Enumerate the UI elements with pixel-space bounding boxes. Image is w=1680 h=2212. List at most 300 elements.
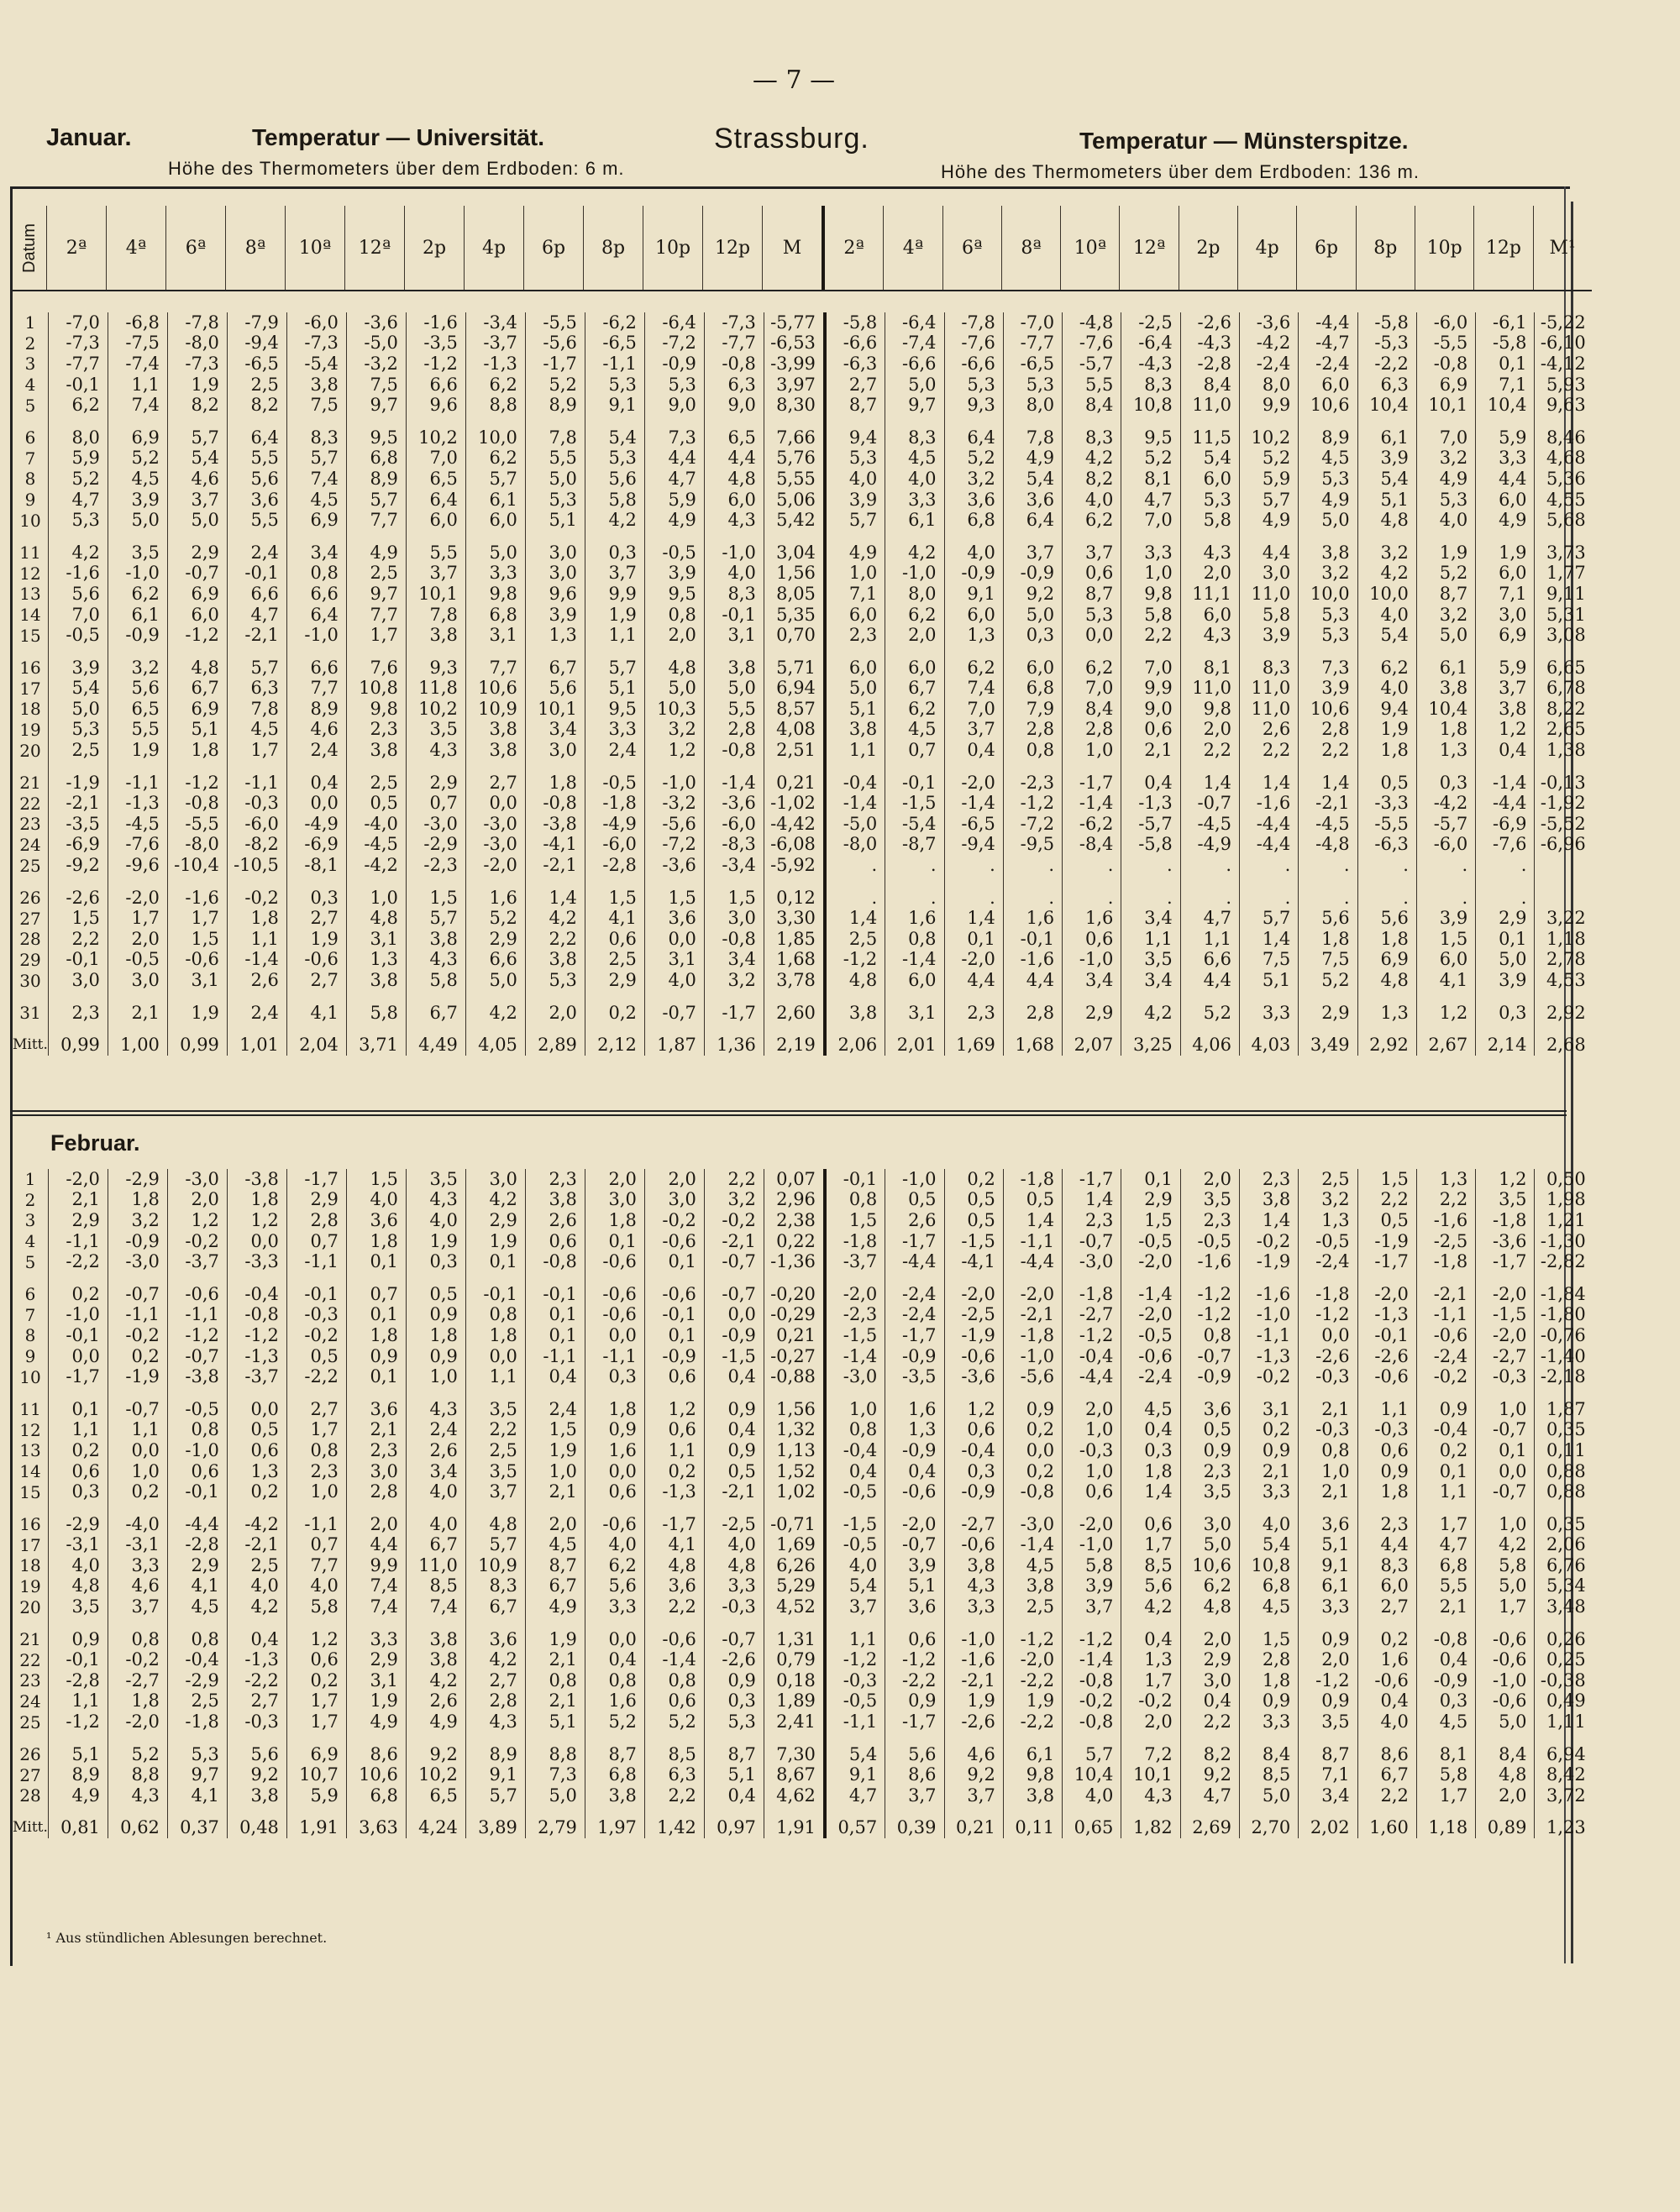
value-cell: 10,6 bbox=[465, 679, 525, 700]
date-cell: 1 bbox=[24, 312, 36, 333]
value-cell: 7,4 bbox=[346, 1596, 406, 1617]
value-cell: 9,0 bbox=[1121, 699, 1180, 720]
date-cell: Mitt. bbox=[13, 1819, 48, 1837]
value-cell: 3,25 bbox=[1121, 1023, 1180, 1056]
value-cell: 3,6 bbox=[465, 1617, 525, 1650]
value-cell: 3,8 bbox=[1299, 531, 1357, 563]
value-cell: 6,2 bbox=[944, 646, 1003, 679]
value-cell: 3,3 bbox=[944, 1596, 1003, 1617]
value-cell: 2,1 bbox=[1299, 1387, 1357, 1420]
date-cell: 31 bbox=[19, 1003, 41, 1024]
value-cell: -8,0 bbox=[167, 835, 227, 856]
value-cell: 4,4 bbox=[644, 448, 704, 469]
value-cell: 4,2 bbox=[1121, 991, 1180, 1024]
value-cell: -9,4 bbox=[227, 333, 286, 354]
value-cell: 1,3 bbox=[1299, 1210, 1357, 1231]
value-cell: 1,9 bbox=[406, 1231, 465, 1252]
value-cell: -0,6 bbox=[944, 1535, 1003, 1556]
value-cell: 8,7 bbox=[704, 1732, 764, 1765]
value-cell: 7,66 bbox=[764, 416, 825, 448]
value-cell: -6,5 bbox=[1003, 354, 1062, 375]
value-cell: 5,3 bbox=[644, 375, 704, 396]
mean-row bbox=[13, 1023, 1593, 1056]
value-cell: 2,5 bbox=[825, 929, 885, 950]
value-cell: 5,2 bbox=[48, 469, 108, 490]
value-cell: 1,2 bbox=[944, 1387, 1003, 1420]
value-cell: -2,5 bbox=[1416, 1231, 1475, 1252]
value-cell: -1,9 bbox=[108, 1366, 167, 1387]
value-cell: 2,0 bbox=[585, 1169, 644, 1190]
value-cell: 5,3 bbox=[48, 720, 108, 741]
value-cell: 0,0 bbox=[1063, 625, 1121, 646]
value-cell: 0,8 bbox=[108, 1617, 167, 1650]
value-cell: 5,8 bbox=[286, 1596, 346, 1617]
date-cell: 6 bbox=[24, 427, 36, 448]
date-cell: 11 bbox=[19, 1399, 41, 1420]
value-cell: -1,7 bbox=[1357, 1251, 1416, 1272]
value-cell: 8,05 bbox=[764, 584, 825, 605]
value-cell: -1,8 bbox=[167, 1711, 227, 1732]
section-divider-2 bbox=[13, 1114, 1567, 1116]
value-cell: -1,7 bbox=[1063, 1169, 1121, 1190]
value-cell: 2,8 bbox=[465, 1691, 525, 1712]
value-cell: -2,2 bbox=[885, 1670, 944, 1691]
value-cell: -0,2 bbox=[227, 876, 286, 909]
value-cell: -3,6 bbox=[1240, 312, 1299, 333]
value-cell: 8,46 bbox=[1535, 416, 1593, 448]
value-cell: 3,71 bbox=[346, 1023, 406, 1056]
value-cell: 0,4 bbox=[1121, 761, 1180, 794]
column-header-right-6: 2p bbox=[1179, 206, 1237, 290]
value-cell: -3,0 bbox=[167, 1169, 227, 1190]
value-cell: -2,4 bbox=[885, 1305, 944, 1326]
value-cell: 4,2 bbox=[465, 991, 525, 1024]
value-cell: 5,3 bbox=[585, 375, 644, 396]
value-cell: -0,3 bbox=[1357, 1420, 1416, 1441]
value-cell: 3,4 bbox=[704, 950, 764, 971]
value-cell: 1,21 bbox=[1535, 1210, 1593, 1231]
value-cell: 0,89 bbox=[1476, 1806, 1535, 1839]
value-cell: 1,8 bbox=[406, 1325, 465, 1346]
value-cell: 2,96 bbox=[764, 1190, 825, 1211]
value-cell: 1,8 bbox=[585, 1387, 644, 1420]
value-cell: 0,0 bbox=[286, 793, 346, 814]
value-cell: -1,0 bbox=[48, 1305, 108, 1326]
value-cell: -6,8 bbox=[108, 312, 167, 333]
table-row bbox=[13, 1576, 1593, 1597]
value-cell: 5,3 bbox=[1299, 605, 1357, 626]
value-cell: -0,5 bbox=[1121, 1325, 1180, 1346]
value-cell: 5,4 bbox=[585, 416, 644, 448]
value-cell: 5,1 bbox=[585, 679, 644, 700]
value-cell: 2,7 bbox=[286, 1387, 346, 1420]
value-cell: 1,9 bbox=[944, 1691, 1003, 1712]
value-cell: 5,7 bbox=[406, 908, 465, 929]
value-cell: -1,0 bbox=[1063, 950, 1121, 971]
value-cell: 1,1 bbox=[825, 740, 885, 761]
value-cell: 2,9 bbox=[167, 531, 227, 563]
value-cell: -1,8 bbox=[1416, 1251, 1475, 1272]
value-cell: -2,3 bbox=[1003, 761, 1062, 794]
value-cell: 3,8 bbox=[465, 720, 525, 741]
date-cell: 30 bbox=[19, 970, 41, 991]
value-cell: 2,6 bbox=[885, 1210, 944, 1231]
value-cell: 6,76 bbox=[1535, 1555, 1593, 1576]
table-row bbox=[13, 490, 1593, 511]
value-cell: -1,2 bbox=[1063, 1617, 1121, 1650]
value-cell: 4,3 bbox=[1180, 531, 1239, 563]
value-cell: 0,99 bbox=[167, 1023, 227, 1056]
value-cell: -2,2 bbox=[286, 1366, 346, 1387]
value-cell: 4,49 bbox=[406, 1023, 465, 1056]
value-cell: -0,7 bbox=[1180, 1346, 1239, 1367]
value-cell: 7,1 bbox=[825, 584, 885, 605]
value-cell: 3,2 bbox=[944, 469, 1003, 490]
value-cell: 1,9 bbox=[465, 1231, 525, 1252]
value-cell: 6,7 bbox=[525, 646, 585, 679]
table-row bbox=[13, 699, 1593, 720]
value-cell: -0,1 bbox=[704, 605, 764, 626]
value-cell: 1,3 bbox=[525, 625, 585, 646]
date-cell: 5 bbox=[24, 1251, 36, 1272]
value-cell: 3,30 bbox=[764, 908, 825, 929]
value-cell: -7,4 bbox=[108, 354, 167, 375]
value-cell: -3,7 bbox=[465, 333, 525, 354]
value-cell: 0,7 bbox=[286, 1231, 346, 1252]
value-cell: 0,6 bbox=[644, 1691, 704, 1712]
value-cell: 3,0 bbox=[704, 908, 764, 929]
table-row bbox=[13, 720, 1593, 741]
value-cell: 8,2 bbox=[167, 395, 227, 416]
value-cell: 6,8 bbox=[1240, 1576, 1299, 1597]
value-cell: 4,0 bbox=[1357, 1711, 1416, 1732]
value-cell: 4,2 bbox=[885, 531, 944, 563]
value-cell: -6,0 bbox=[227, 814, 286, 835]
value-cell: -1,5 bbox=[825, 1325, 885, 1346]
value-cell: 5,5 bbox=[406, 531, 465, 563]
value-cell: 4,0 bbox=[1357, 605, 1416, 626]
table-row bbox=[13, 1210, 1593, 1231]
value-cell: 7,0 bbox=[1121, 510, 1180, 531]
value-cell: 8,9 bbox=[465, 1732, 525, 1765]
value-cell: 7,8 bbox=[525, 416, 585, 448]
value-cell: -1,0 bbox=[286, 625, 346, 646]
value-cell: 6,5 bbox=[406, 1785, 465, 1806]
value-cell: 4,2 bbox=[406, 1670, 465, 1691]
value-cell: -0,76 bbox=[1535, 1325, 1593, 1346]
value-cell: 9,2 bbox=[227, 1764, 286, 1785]
value-cell: 4,0 bbox=[704, 1535, 764, 1556]
value-cell: 5,5 bbox=[227, 510, 286, 531]
value-cell: -9,2 bbox=[48, 855, 108, 876]
value-cell: 1,6 bbox=[585, 1691, 644, 1712]
value-cell: 2,9 bbox=[406, 761, 465, 794]
table-row bbox=[13, 469, 1593, 490]
value-cell: 9,7 bbox=[346, 584, 406, 605]
date-cell: 26 bbox=[19, 888, 41, 909]
value-cell: 0,9 bbox=[704, 1387, 764, 1420]
value-cell: 1,9 bbox=[1003, 1691, 1062, 1712]
value-cell: 2,8 bbox=[704, 720, 764, 741]
value-cell: 2,5 bbox=[585, 950, 644, 971]
datum-label: Datum bbox=[19, 223, 39, 273]
value-cell: 3,8 bbox=[406, 1617, 465, 1650]
value-cell: 8,1 bbox=[1121, 469, 1180, 490]
value-cell: -0,2 bbox=[108, 1325, 167, 1346]
value-cell: 5,7 bbox=[227, 646, 286, 679]
value-cell: . bbox=[1357, 855, 1416, 876]
value-cell: -4,4 bbox=[1063, 1366, 1121, 1387]
value-cell: -1,2 bbox=[1063, 1325, 1121, 1346]
value-cell: -2,0 bbox=[825, 1272, 885, 1305]
value-cell: 2,04 bbox=[286, 1023, 346, 1056]
value-cell: -0,3 bbox=[1299, 1366, 1357, 1387]
value-cell: 4,8 bbox=[346, 908, 406, 929]
value-cell: 8,42 bbox=[1535, 1764, 1593, 1785]
value-cell: 8,7 bbox=[1416, 584, 1475, 605]
month-heading: Januar. bbox=[46, 124, 132, 151]
value-cell: -1,3 bbox=[227, 1346, 286, 1367]
value-cell: 4,3 bbox=[704, 510, 764, 531]
value-cell: 3,1 bbox=[1240, 1387, 1299, 1420]
value-cell: 4,5 bbox=[525, 1535, 585, 1556]
value-cell: 10,1 bbox=[525, 699, 585, 720]
value-cell: -8,3 bbox=[704, 835, 764, 856]
value-cell: 2,0 bbox=[644, 625, 704, 646]
value-cell: 0,9 bbox=[1299, 1617, 1357, 1650]
value-cell: 5,8 bbox=[346, 991, 406, 1024]
value-cell: -6,53 bbox=[764, 333, 825, 354]
januar-table bbox=[13, 312, 1593, 1056]
value-cell: 3,9 bbox=[1357, 448, 1416, 469]
value-cell: 4,0 bbox=[944, 531, 1003, 563]
value-cell: 0,6 bbox=[644, 1420, 704, 1441]
value-cell: 11,0 bbox=[406, 1555, 465, 1576]
table-row bbox=[13, 1251, 1593, 1272]
value-cell: 8,6 bbox=[885, 1764, 944, 1785]
table-row bbox=[13, 584, 1593, 605]
value-cell: 6,8 bbox=[346, 1785, 406, 1806]
value-cell: 2,9 bbox=[465, 929, 525, 950]
value-cell: 4,62 bbox=[764, 1785, 825, 1806]
date-cell: 11 bbox=[19, 543, 41, 563]
date-cell: 26 bbox=[19, 1744, 41, 1765]
value-cell: -5,4 bbox=[286, 354, 346, 375]
value-cell: -7,6 bbox=[1063, 333, 1121, 354]
value-cell: 2,5 bbox=[346, 563, 406, 584]
value-cell: -1,7 bbox=[885, 1325, 944, 1346]
value-cell: 7,0 bbox=[1063, 679, 1121, 700]
value-cell: 0,9 bbox=[1299, 1691, 1357, 1712]
value-cell: -6,9 bbox=[48, 835, 108, 856]
value-cell: -5,6 bbox=[525, 333, 585, 354]
value-cell: 3,0 bbox=[48, 970, 108, 991]
value-cell: 7,8 bbox=[1003, 416, 1062, 448]
value-cell: 0,3 bbox=[1416, 761, 1475, 794]
date-cell: 28 bbox=[19, 1785, 41, 1806]
value-cell: 1,2 bbox=[286, 1617, 346, 1650]
value-cell: 6,9 bbox=[108, 416, 167, 448]
value-cell: -2,0 bbox=[465, 855, 525, 876]
value-cell: 3,1 bbox=[167, 970, 227, 991]
value-cell: 4,9 bbox=[1240, 510, 1299, 531]
value-cell: -1,0 bbox=[704, 531, 764, 563]
value-cell: 3,7 bbox=[944, 720, 1003, 741]
value-cell: 5,7 bbox=[465, 1785, 525, 1806]
value-cell: 3,9 bbox=[1476, 970, 1535, 991]
value-cell: 0,6 bbox=[1357, 1440, 1416, 1461]
value-cell: 4,7 bbox=[48, 490, 108, 511]
value-cell: 9,0 bbox=[704, 395, 764, 416]
value-cell: -0,6 bbox=[1476, 1617, 1535, 1650]
value-cell: 3,8 bbox=[1476, 699, 1535, 720]
value-cell: 3,0 bbox=[1180, 1670, 1239, 1691]
value-cell: 0,2 bbox=[1357, 1617, 1416, 1650]
value-cell: -4,9 bbox=[585, 814, 644, 835]
value-cell: 1,7 bbox=[286, 1420, 346, 1441]
footnote: ¹ Aus stündlichen Ablesungen berechnet. bbox=[46, 1930, 328, 1946]
value-cell: 0,1 bbox=[48, 1387, 108, 1420]
value-cell: 1,42 bbox=[644, 1806, 704, 1839]
value-cell: 5,7 bbox=[825, 510, 885, 531]
value-cell: 0,88 bbox=[1535, 1461, 1593, 1482]
value-cell: 0,5 bbox=[1003, 1190, 1062, 1211]
value-cell: 9,1 bbox=[465, 1764, 525, 1785]
value-cell: -0,6 bbox=[944, 1346, 1003, 1367]
value-cell: -1,4 bbox=[1003, 1535, 1062, 1556]
value-cell: . bbox=[1180, 876, 1239, 909]
value-cell: 6,3 bbox=[227, 679, 286, 700]
value-cell: 4,9 bbox=[644, 510, 704, 531]
column-header-left-7: 4p bbox=[464, 206, 523, 290]
value-cell: -7,3 bbox=[48, 333, 108, 354]
value-cell: -1,7 bbox=[885, 1711, 944, 1732]
column-header-right-3: 8ª bbox=[1001, 206, 1060, 290]
value-cell: -0,8 bbox=[1063, 1711, 1121, 1732]
value-cell: 6,8 bbox=[944, 510, 1003, 531]
value-cell: -2,82 bbox=[1535, 1251, 1593, 1272]
value-cell: -3,2 bbox=[644, 793, 704, 814]
value-cell: -0,6 bbox=[585, 1251, 644, 1272]
value-cell: 1,56 bbox=[764, 1387, 825, 1420]
value-cell: 11,0 bbox=[1240, 584, 1299, 605]
value-cell: 3,2 bbox=[1299, 563, 1357, 584]
value-cell: -2,6 bbox=[1357, 1346, 1416, 1367]
value-cell: 0,6 bbox=[585, 929, 644, 950]
value-cell: 0,6 bbox=[167, 1461, 227, 1482]
value-cell: -0,1 bbox=[825, 1169, 885, 1190]
value-cell: 4,8 bbox=[644, 646, 704, 679]
value-cell: 5,6 bbox=[227, 469, 286, 490]
value-cell: 1,7 bbox=[346, 625, 406, 646]
value-cell: 10,9 bbox=[465, 699, 525, 720]
value-cell: 1,4 bbox=[1180, 761, 1239, 794]
value-cell: 0,5 bbox=[1357, 1210, 1416, 1231]
value-cell: 9,2 bbox=[944, 1764, 1003, 1785]
value-cell: 2,8 bbox=[1063, 720, 1121, 741]
date-cell: 24 bbox=[19, 1690, 41, 1711]
value-cell: 1,8 bbox=[227, 1190, 286, 1211]
value-cell: 5,3 bbox=[825, 448, 885, 469]
value-cell: 7,4 bbox=[944, 679, 1003, 700]
value-cell: 7,3 bbox=[644, 416, 704, 448]
value-cell: -0,7 bbox=[644, 991, 704, 1024]
value-cell: -0,7 bbox=[885, 1535, 944, 1556]
date-cell: 24 bbox=[19, 834, 41, 855]
value-cell: 9,63 bbox=[1535, 395, 1593, 416]
value-cell: 9,1 bbox=[1299, 1555, 1357, 1576]
value-cell: . bbox=[1416, 855, 1475, 876]
value-cell: -6,6 bbox=[944, 354, 1003, 375]
value-cell: 1,1 bbox=[1416, 1481, 1475, 1502]
value-cell: -4,42 bbox=[764, 814, 825, 835]
value-cell: 1,9 bbox=[167, 375, 227, 396]
value-cell: 9,6 bbox=[406, 395, 465, 416]
value-cell: -1,9 bbox=[1357, 1231, 1416, 1252]
value-cell: -1,2 bbox=[1180, 1305, 1239, 1326]
value-cell: -1,7 bbox=[885, 1231, 944, 1252]
value-cell: 8,7 bbox=[1299, 1732, 1357, 1765]
value-cell: -2,7 bbox=[1063, 1305, 1121, 1326]
value-cell: 8,9 bbox=[48, 1764, 108, 1785]
value-cell: 3,4 bbox=[286, 531, 346, 563]
value-cell: 2,4 bbox=[525, 1387, 585, 1420]
value-cell: 2,6 bbox=[406, 1440, 465, 1461]
value-cell: 8,5 bbox=[1240, 1764, 1299, 1785]
value-cell: -7,0 bbox=[1003, 312, 1062, 333]
value-cell: 1,32 bbox=[764, 1420, 825, 1441]
value-cell: 0,9 bbox=[1357, 1461, 1416, 1482]
value-cell: 5,6 bbox=[1299, 908, 1357, 929]
value-cell: 0,4 bbox=[227, 1617, 286, 1650]
value-cell: -0,2 bbox=[644, 1210, 704, 1231]
table-row bbox=[13, 1305, 1593, 1326]
value-cell: 3,6 bbox=[644, 1576, 704, 1597]
date-cell: 18 bbox=[19, 1555, 41, 1576]
value-cell: 5,9 bbox=[48, 448, 108, 469]
value-cell: -0,8 bbox=[704, 354, 764, 375]
value-cell: 5,4 bbox=[1180, 448, 1239, 469]
value-cell: 8,5 bbox=[406, 1576, 465, 1597]
value-cell: 4,1 bbox=[644, 1535, 704, 1556]
value-cell: 7,7 bbox=[286, 679, 346, 700]
value-cell: 0,6 bbox=[227, 1440, 286, 1461]
value-cell: 3,2 bbox=[108, 646, 167, 679]
value-cell: 0,1 bbox=[644, 1251, 704, 1272]
value-cell: 2,1 bbox=[1299, 1481, 1357, 1502]
value-cell: 5,0 bbox=[465, 970, 525, 991]
value-cell: 3,97 bbox=[764, 375, 825, 396]
value-cell: 5,0 bbox=[1476, 950, 1535, 971]
value-cell: 8,0 bbox=[885, 584, 944, 605]
table-row bbox=[13, 1732, 1593, 1765]
value-cell: -6,08 bbox=[764, 835, 825, 856]
value-cell: 5,8 bbox=[1121, 605, 1180, 626]
value-cell: 6,0 bbox=[885, 646, 944, 679]
value-cell: 9,2 bbox=[1003, 584, 1062, 605]
value-cell: 1,1 bbox=[48, 1691, 108, 1712]
value-cell: 4,3 bbox=[406, 740, 465, 761]
value-cell: 8,0 bbox=[48, 416, 108, 448]
value-cell: -0,5 bbox=[1299, 1231, 1357, 1252]
value-cell: 6,0 bbox=[167, 605, 227, 626]
value-cell: -4,4 bbox=[167, 1502, 227, 1535]
value-cell: 4,5 bbox=[108, 469, 167, 490]
value-cell: 3,0 bbox=[108, 970, 167, 991]
value-cell: -0,9 bbox=[1003, 563, 1062, 584]
value-cell: 1,89 bbox=[764, 1691, 825, 1712]
table-row bbox=[13, 375, 1593, 396]
